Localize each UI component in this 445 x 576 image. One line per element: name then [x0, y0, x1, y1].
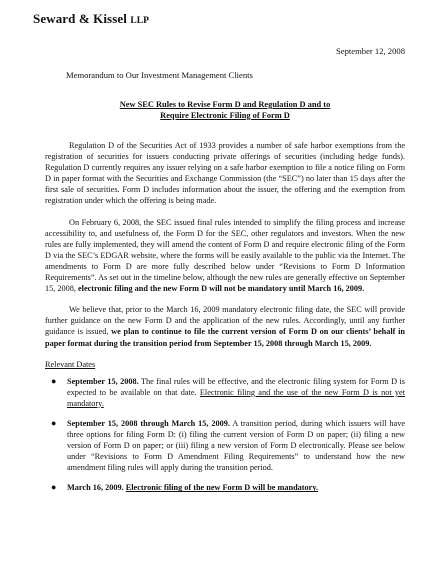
list-item — [45, 376, 405, 409]
date-emphasis: Electronic filing and the use of the new Form D is not yet mandatory. — [67, 387, 406, 408]
firm-name — [33, 11, 149, 27]
firm-name-text: Seward & Kissel — [33, 11, 127, 26]
list-item — [45, 482, 405, 493]
paragraph-final-rules-emphasis: electronic filing and the new Form D will not be mandatory until March 16, 2009. — [78, 284, 365, 294]
bullet-icon: ● — [51, 482, 57, 493]
memo-title — [60, 99, 390, 121]
paragraph-regulation-d: Regulation D of the Securities Act of 1933 provides a number of safe harbor exemptions from the registration of securities for issuers conducting private offerings of securities (including hedge funds). Regulation D currently requires any issuer relying on a safe harbor exemption to file a notice filing on Form D in paper format with the Securities and Exchange Commission (the “SEC”) no later than 15 days after the first sale of securities. Form D includes information about the issuer, the offering and the exemption from registration under which the offering is being made. — [45, 141, 405, 206]
memo-recipient: Memorandum to Our Investment Management Clients — [66, 70, 253, 80]
date-description: The final rules will be effective, and the electronic filing system for Form D is expected to be available on that date. — [67, 376, 405, 397]
relevant-dates-heading: Relevant Dates — [45, 359, 96, 369]
date-label: March 16, 2009. — [67, 483, 124, 493]
paragraph-guidance — [45, 304, 405, 348]
memo-body — [45, 140, 405, 503]
list-item — [45, 418, 405, 473]
date-description: A transition period, during which issuers will have three options for filing Form D: (i) filing the current version of Form D on paper; (ii) filing a new version of Form D on paper; or (iii) filing a new version of Form D electronically. Please see below under “Revisions to Form D Amendment Filing Requirements” to understand how the new amendment filing rules will apply during the transition period. — [67, 418, 406, 473]
relevant-dates-list — [45, 376, 405, 494]
date-label: September 15, 2008. — [67, 376, 139, 386]
paragraph-final-rules — [45, 217, 405, 295]
memo-title-line-2: Require Electronic Filing of Form D — [160, 111, 290, 120]
bullet-icon: ● — [51, 375, 57, 386]
paragraph-guidance-emphasis: we plan to continue to file the current version of Form D on our clients’ behalf in paper format during the transition period from September 15, 2008 through March 15, 2009. — [45, 327, 406, 348]
paragraph-final-rules-text: On February 6, 2008, the SEC issued final rules intended to simplify the filing process and increase accessibility to, and usefulness of, the Form D for the SEC, other regulators and investors. When the new rules are fully implemented, they will amend the content of Form D and require electronic filing of the Form D via the SEC’s EDGAR website, where the forms will be easily available to the public via the Internet. The amendments to Form D are more fully described below under “Revisions to Form D Information Requirements”. As set out in the timeline below, although the new rules are generally effective on September 15, 2008, — [45, 217, 405, 294]
date-label: September 15, 2008 through March 15, 2009. — [67, 418, 230, 428]
firm-suffix: LLP — [130, 16, 150, 26]
date-emphasis: Electronic filing of the new Form D will be mandatory. — [125, 483, 319, 493]
memo-date: September 12, 2008 — [336, 46, 405, 56]
memo-title-line-1: New SEC Rules to Revise Form D and Regulation D and to — [119, 100, 331, 109]
paragraph-guidance-text: We believe that, prior to the March 16, 2009 mandatory electronic filing date, the SEC will provide further guidance on the new Form D and the application of the new rules. Accordingly, until any further guidance is issued, — [45, 305, 405, 337]
bullet-icon: ● — [51, 417, 57, 428]
